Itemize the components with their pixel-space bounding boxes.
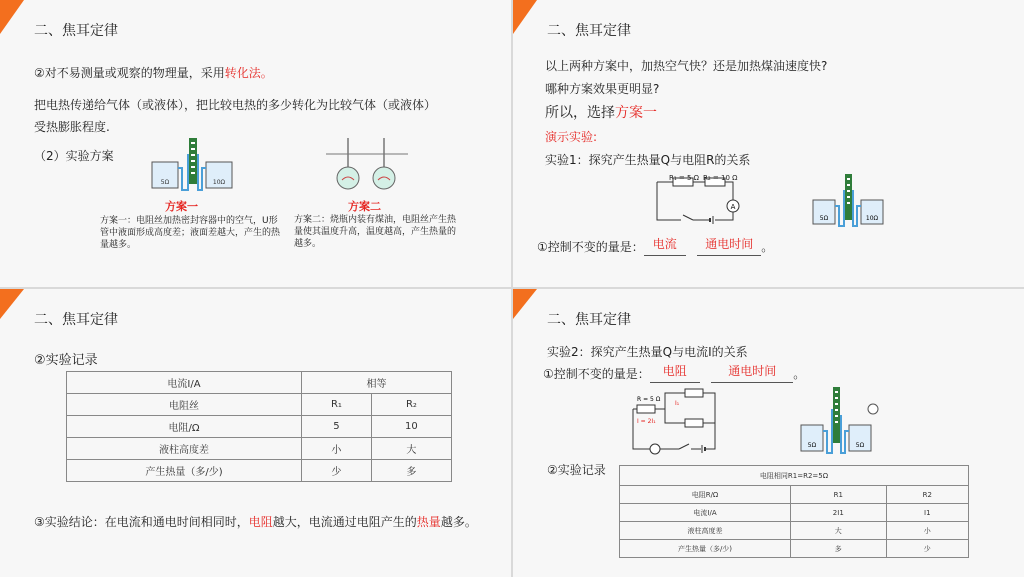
table-cell: R1 <box>791 486 887 504</box>
plan1-description: 方案一：电阻丝加热密封容器中的空气，U形管中液面形成高度差；液面差越大，产生的热量越多。 <box>100 216 281 250</box>
current-label: I = 2I₁ <box>637 418 656 425</box>
accent-corner <box>0 289 24 319</box>
table-row <box>67 438 452 460</box>
table-row <box>67 416 452 438</box>
table-cell: 大 <box>371 438 451 460</box>
r2-label: R₂ = 10 Ω <box>703 174 738 182</box>
conclusion-text: 所以，选择 <box>545 105 615 121</box>
table-cell: 10 <box>371 416 451 438</box>
r1-label: R₁ = 5 Ω <box>669 174 700 182</box>
resistor-label-5: 5Ω <box>855 442 865 449</box>
plan2-apparatus-figure <box>322 132 412 192</box>
u-tube-left <box>178 154 188 190</box>
plan2-title: 方案二 <box>348 200 381 213</box>
resistor-label: R = 5 Ω <box>637 396 661 403</box>
blank-answer-2 <box>697 238 761 256</box>
conclusion-line <box>545 102 657 122</box>
external-resistor-icon <box>868 404 878 414</box>
resistor-main <box>637 405 655 413</box>
experiment-1-title: 实验1：探究产生热量Q与电阻R的关系 <box>545 153 751 167</box>
plan2-description: 方案二：烧瓶内装有煤油，电阻丝产生热量使其温度升高，温度越高，产生热量的越多。 <box>294 215 457 249</box>
blank-answer-2-text: 通电时间 <box>705 237 754 251</box>
table-cell: 小 <box>302 438 372 460</box>
blank-answer-1 <box>644 238 686 256</box>
method-highlight: 转化法。 <box>224 66 273 80</box>
ammeter-label: A <box>730 203 736 211</box>
table-row <box>67 460 452 482</box>
record-table <box>619 465 969 558</box>
table-cell: 小 <box>886 522 968 540</box>
resistor-label-5: 5Ω <box>819 215 829 222</box>
switch-icon <box>683 215 693 220</box>
table-cell: 多 <box>371 460 451 482</box>
table-cell: 少 <box>886 540 968 558</box>
blank-answer-2-text: 通电时间 <box>728 364 777 378</box>
conclusion-text: ③实验结论：在电流和通电时间相同时， <box>34 515 249 529</box>
resistor-label-10: 10Ω <box>212 179 226 186</box>
control-prefix: ①控制不变的量是： <box>543 367 650 381</box>
u-tube-right <box>198 154 206 190</box>
table-cell: R₂ <box>371 394 451 416</box>
control-end: 。 <box>761 240 774 254</box>
resistor-label-5: 5Ω <box>807 442 817 449</box>
slide-1 <box>0 0 511 287</box>
question-1: 以上两种方案中，加热空气快？还是加热煤油速度快? <box>545 59 828 73</box>
table-row <box>620 486 969 504</box>
table-row <box>620 504 969 522</box>
experiment-1-apparatus <box>809 172 889 228</box>
slide-4 <box>513 289 1024 577</box>
branch-current-label: I₁ <box>675 400 680 407</box>
table-cell: 大 <box>791 522 887 540</box>
blank-answer-1-text: 电流 <box>652 237 677 251</box>
table-cell: 电流I/A <box>620 504 791 522</box>
table-row <box>620 522 969 540</box>
table-cell: 5 <box>302 416 372 438</box>
control-prefix: ①控制不变的量是： <box>537 240 644 254</box>
ammeter-icon <box>650 444 660 454</box>
slide-title: 二、焦耳定律 <box>547 312 631 328</box>
table-header-right: 相等 <box>302 372 452 394</box>
conclusion-highlight-1: 电阻 <box>248 515 273 529</box>
blank-answer-2 <box>711 365 793 383</box>
table-cell: 电阻丝 <box>67 394 302 416</box>
table-row <box>620 540 969 558</box>
slide-title: 二、焦耳定律 <box>34 23 118 39</box>
conclusion-highlight: 方案一 <box>615 105 657 121</box>
slide-title: 二、焦耳定律 <box>34 312 118 328</box>
table-cell: 产生热量（多/少) <box>620 540 791 558</box>
accent-corner <box>513 0 537 34</box>
accent-corner <box>513 289 537 319</box>
record-table <box>66 371 452 482</box>
transfer-line-2: 受热膨胀程度. <box>34 120 110 134</box>
control-variables-line <box>543 365 805 383</box>
resistor-label-10: 10Ω <box>865 215 879 222</box>
table-cell: 电阻R/Ω <box>620 486 791 504</box>
record-heading: ②实验记录 <box>34 353 98 368</box>
table-cell: 液柱高度差 <box>67 438 302 460</box>
parallel-circuit-diagram <box>631 385 723 457</box>
record-heading: ②实验记录 <box>547 463 606 477</box>
table-header-left: 电流I/A <box>67 372 302 394</box>
accent-corner <box>0 0 24 34</box>
conclusion-text: 越多。 <box>440 515 477 529</box>
switch-icon <box>679 444 689 449</box>
table-cell: 产生热量（多/少) <box>67 460 302 482</box>
control-end: 。 <box>793 367 806 381</box>
transfer-line-1: 把电热传递给气体（或液体），把比较电热的多少转化为比较气体（或液体） <box>34 98 437 112</box>
table-cell: 2I1 <box>791 504 887 522</box>
conclusion-highlight-2: 热量 <box>416 515 441 529</box>
resistor-branch-1 <box>685 389 703 397</box>
table-cell: 电阻/Ω <box>67 416 302 438</box>
plan1-apparatus-figure <box>148 134 238 192</box>
table-caption: 电阻相同R1=R2=5Ω <box>620 466 969 486</box>
experiment-2-apparatus <box>797 385 883 459</box>
method-text: ②对不易测量或观察的物理量，采用 <box>34 66 225 80</box>
table-cell: R2 <box>886 486 968 504</box>
method-line <box>34 64 273 81</box>
conclusion-text: 越大，电流通过电阻产生的 <box>272 515 417 529</box>
experiment-2-title: 实验2：探究产生热量Q与电流I的关系 <box>547 345 748 359</box>
table-cell: 多 <box>791 540 887 558</box>
plan1-title: 方案一 <box>165 200 198 213</box>
table-cell: 液柱高度差 <box>620 522 791 540</box>
experiment-conclusion <box>34 513 477 530</box>
slide-3 <box>0 289 511 577</box>
blank-answer-1 <box>650 365 700 383</box>
table-row <box>67 394 452 416</box>
slide-title: 二、焦耳定律 <box>547 23 631 39</box>
control-variables-line <box>537 238 773 256</box>
demo-label: 演示实验: <box>545 130 598 144</box>
resistor-label-5: 5Ω <box>160 179 170 186</box>
table-cell: 少 <box>302 460 372 482</box>
slide-2 <box>513 0 1024 287</box>
plan-heading: （2）实验方案 <box>34 149 114 163</box>
flask-left <box>337 167 359 189</box>
flask-right <box>373 167 395 189</box>
table-cell: I1 <box>886 504 968 522</box>
blank-answer-1-text: 电阻 <box>662 364 687 378</box>
question-2: 哪种方案效果更明显? <box>545 82 660 96</box>
resistor-branch-2 <box>685 419 703 427</box>
table-cell: R₁ <box>302 394 372 416</box>
